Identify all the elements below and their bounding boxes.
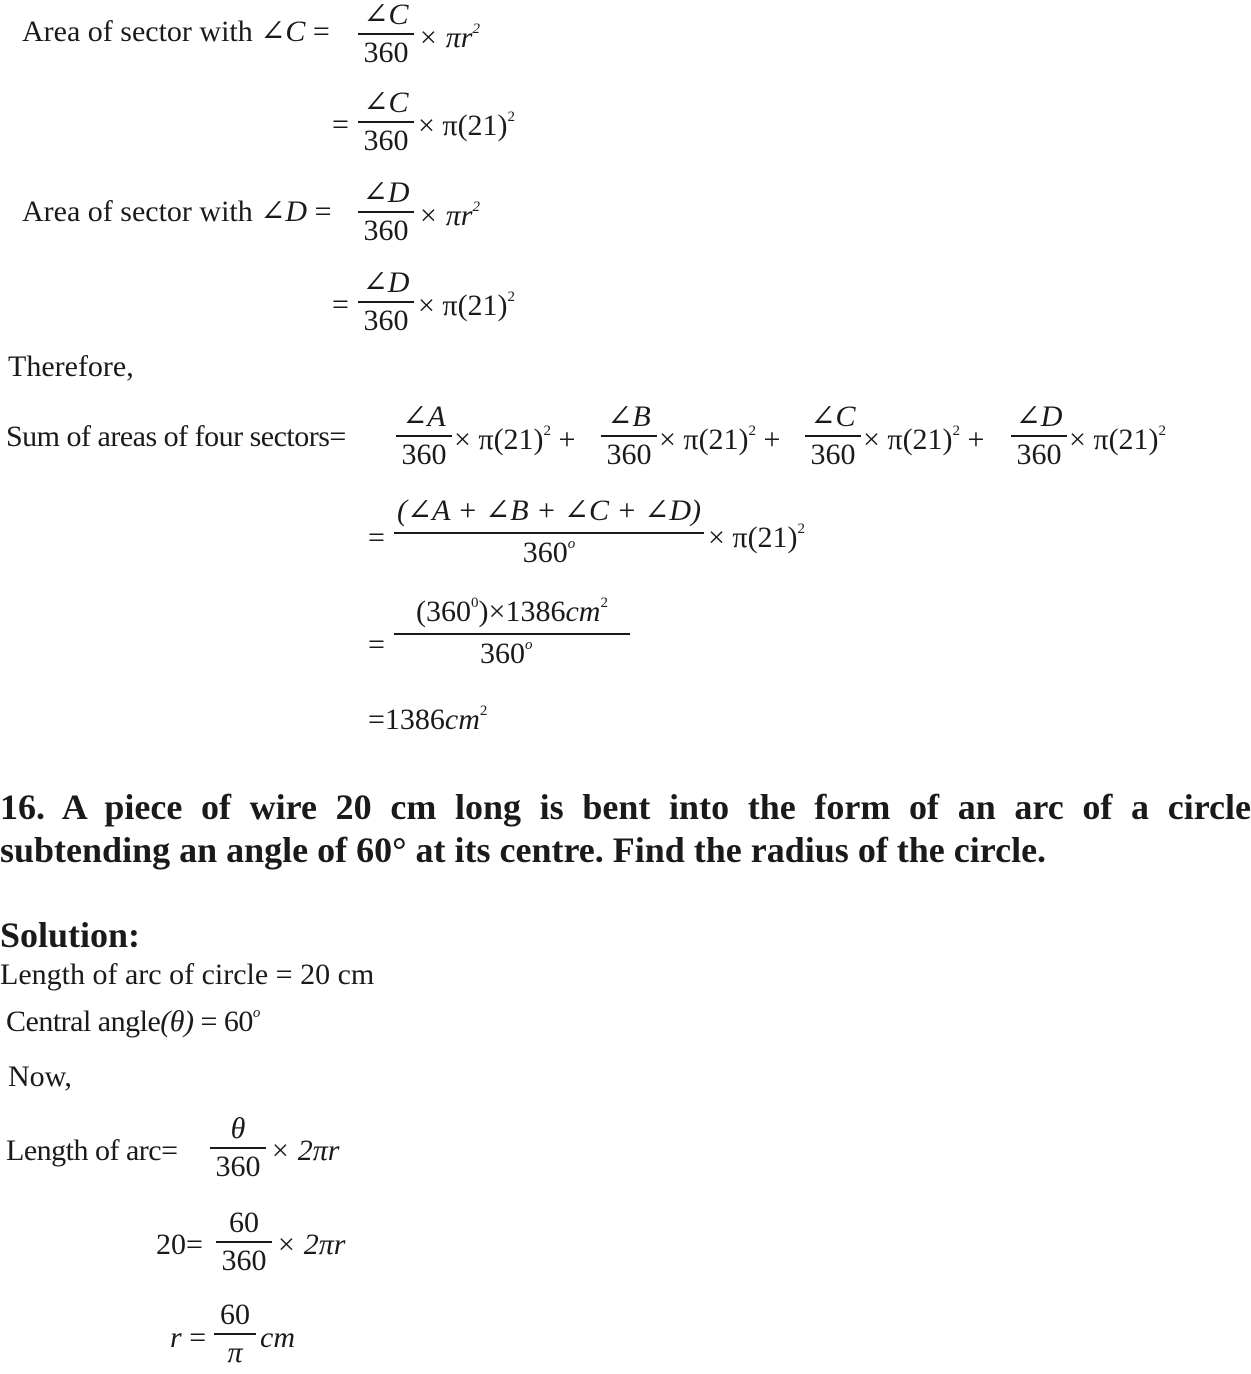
fraction-numerator: (∠A + ∠B + ∠C + ∠D) <box>396 494 702 527</box>
fraction-denominator <box>394 638 630 669</box>
sector-d-angle: ∠D <box>260 195 308 228</box>
rhs-text: × π(21) <box>418 109 508 142</box>
fraction-denominator: 360 <box>401 438 447 471</box>
fraction-denominator: π <box>227 1336 243 1369</box>
exponent: 2 <box>797 521 806 537</box>
unit: cm <box>565 595 601 628</box>
fraction-denominator: 360 <box>215 1150 261 1183</box>
sector-d-line <box>22 197 331 227</box>
fraction-denominator: 360 <box>363 124 409 157</box>
sum-label: Sum of areas of four sectors <box>6 420 330 453</box>
fraction-numerator: ∠D <box>362 176 410 209</box>
rhs-text: × π(21) <box>708 521 798 554</box>
degree-sup: o <box>252 1005 260 1021</box>
fraction-numerator: ∠B <box>607 400 651 433</box>
arc-length-given: Length of arc of circle = 20 cm <box>0 958 375 991</box>
equals-sign: = <box>307 195 332 228</box>
fraction-numerator: ∠A <box>402 400 446 433</box>
rhs-text: × πr <box>418 199 473 232</box>
plus-sign: + <box>967 423 985 456</box>
fraction-denominator <box>394 537 704 568</box>
fraction-denominator: 360 <box>221 1244 267 1277</box>
fraction-bar <box>601 435 657 437</box>
question-line-1: 16. A piece of wire 20 cm long is bent into the form of an arc of a circle <box>0 787 1251 827</box>
substitution-rhs: × 2πr <box>276 1228 346 1261</box>
now-text: Now, <box>8 1060 72 1093</box>
equals-sign: = <box>181 1321 207 1354</box>
fraction-numerator: 60 <box>220 1298 250 1331</box>
sector-d-step2-eq: = <box>332 288 349 321</box>
fraction-denominator: 360 <box>1016 438 1062 471</box>
fraction-denominator: 360 <box>810 438 856 471</box>
radius-symbol: r <box>170 1321 182 1354</box>
sum-term-b-fraction <box>601 402 657 470</box>
radius-lhs <box>170 1323 206 1353</box>
fraction-numerator: ∠D <box>1015 400 1063 433</box>
sum-step3-fraction <box>394 596 630 669</box>
fraction-denominator: 360 <box>363 304 409 337</box>
exponent: 2 <box>543 423 552 439</box>
sum-term-c-fraction <box>805 402 861 470</box>
central-angle-value: = 60 <box>193 1005 253 1038</box>
unit: cm <box>444 703 480 736</box>
plus-sign: + <box>763 423 781 456</box>
question-line-2: subtending an angle of 60° at its centre. Find the radius of the circle. <box>0 830 1047 871</box>
central-angle-line <box>6 1006 260 1037</box>
sector-c-step2-rhs <box>418 110 515 141</box>
sector-c-step2-eq: = <box>332 108 349 141</box>
fraction-numerator: ∠C <box>363 86 409 119</box>
substitution-fraction <box>216 1208 272 1276</box>
arc-formula-fraction <box>210 1114 266 1182</box>
question-16 <box>0 786 1251 872</box>
sum-step2-rhs <box>708 522 805 553</box>
sum-term-c-rhs <box>863 424 984 455</box>
exponent: 2 <box>472 21 480 37</box>
exponent: 2 <box>472 199 480 215</box>
rhs-text: × π(21) <box>659 423 749 456</box>
sum-step4 <box>368 704 487 735</box>
sum-term-a-fraction <box>396 402 452 470</box>
radius-unit: cm <box>260 1321 295 1354</box>
sector-c-fraction <box>358 0 414 68</box>
degree-sup: 0 <box>471 595 479 611</box>
rhs-text: × π(21) <box>454 423 544 456</box>
rhs-text: × π(21) <box>1069 423 1159 456</box>
fraction-numerator: 60 <box>229 1206 259 1239</box>
exponent: 2 <box>1158 423 1167 439</box>
fraction-bar <box>394 532 704 534</box>
arc-formula-line <box>6 1136 178 1166</box>
sum-term-d-rhs <box>1069 424 1166 455</box>
therefore-text: Therefore, <box>8 350 134 383</box>
equals-sign: = <box>305 15 330 48</box>
sum-term-b-rhs <box>659 424 780 455</box>
fraction-bar <box>396 435 452 437</box>
degree-sup: o <box>525 637 533 653</box>
sector-c-rhs <box>418 22 480 53</box>
fraction-numerator <box>394 596 630 627</box>
numerator-part-a: (360 <box>416 595 472 628</box>
equals-sign: = <box>329 420 346 453</box>
fraction-denominator: 360 <box>363 214 409 247</box>
fraction-bar <box>358 33 414 35</box>
equals-sign: = <box>368 703 385 736</box>
fraction-denominator: 360 <box>363 36 409 69</box>
exponent: 2 <box>507 109 516 125</box>
rhs-text: × π(21) <box>418 289 508 322</box>
result-value: 1386 <box>384 703 445 736</box>
fraction-bar <box>216 1241 272 1243</box>
sum-term-d-fraction <box>1011 402 1067 470</box>
fraction-numerator: θ <box>230 1112 246 1145</box>
fraction-denominator: 360 <box>606 438 652 471</box>
sum-step2-eq: = <box>368 521 385 554</box>
arc-formula-rhs: × 2πr <box>270 1134 340 1167</box>
sector-c-line <box>22 17 330 47</box>
equals-sign: = <box>186 1228 203 1261</box>
fraction-numerator: ∠C <box>363 0 409 31</box>
rhs-text: × π(21) <box>863 423 953 456</box>
radius-fraction <box>214 1300 256 1368</box>
exponent: 2 <box>479 703 488 719</box>
sector-d-fraction <box>358 178 414 246</box>
fraction-numerator: ∠D <box>362 266 410 299</box>
plus-sign: + <box>558 423 576 456</box>
central-angle-label: Central angle <box>6 1005 161 1038</box>
substitution-lhs <box>156 1230 203 1260</box>
lhs-value: 20 <box>156 1228 186 1261</box>
solution-heading: Solution: <box>0 915 141 955</box>
sum-term-a-rhs <box>454 424 575 455</box>
degree-sup: o <box>567 536 576 552</box>
sector-d-step2-fraction <box>358 268 414 336</box>
sector-c-label: Area of sector with <box>22 15 261 48</box>
denominator-value: 360 <box>522 536 568 569</box>
sector-d-rhs <box>418 200 480 231</box>
exponent: 2 <box>600 595 608 611</box>
sector-c-step2-fraction <box>358 88 414 156</box>
fraction-bar <box>805 435 861 437</box>
exponent: 2 <box>748 423 757 439</box>
fraction-bar <box>214 1333 256 1335</box>
arc-formula-label: Length of arc <box>6 1134 162 1167</box>
rhs-text: × πr <box>418 21 473 54</box>
equals-sign: = <box>161 1134 178 1167</box>
exponent: 2 <box>507 289 516 305</box>
exponent: 2 <box>952 423 961 439</box>
fraction-bar <box>358 301 414 303</box>
sector-d-label: Area of sector with <box>22 195 261 228</box>
sum-label-line <box>6 422 346 452</box>
fraction-bar <box>1011 435 1067 437</box>
fraction-bar <box>358 211 414 213</box>
fraction-bar <box>394 633 630 635</box>
theta-symbol: (θ) <box>160 1005 194 1038</box>
fraction-bar <box>210 1147 266 1149</box>
denominator-value: 360 <box>480 637 525 670</box>
sector-c-angle: ∠C <box>260 15 306 48</box>
sum-step2-fraction <box>394 496 704 568</box>
fraction-numerator: ∠C <box>810 400 856 433</box>
sector-d-step2-rhs <box>418 290 515 321</box>
numerator-part-b: )×1386 <box>478 595 566 628</box>
sum-step3-eq: = <box>368 628 385 661</box>
fraction-bar <box>358 121 414 123</box>
